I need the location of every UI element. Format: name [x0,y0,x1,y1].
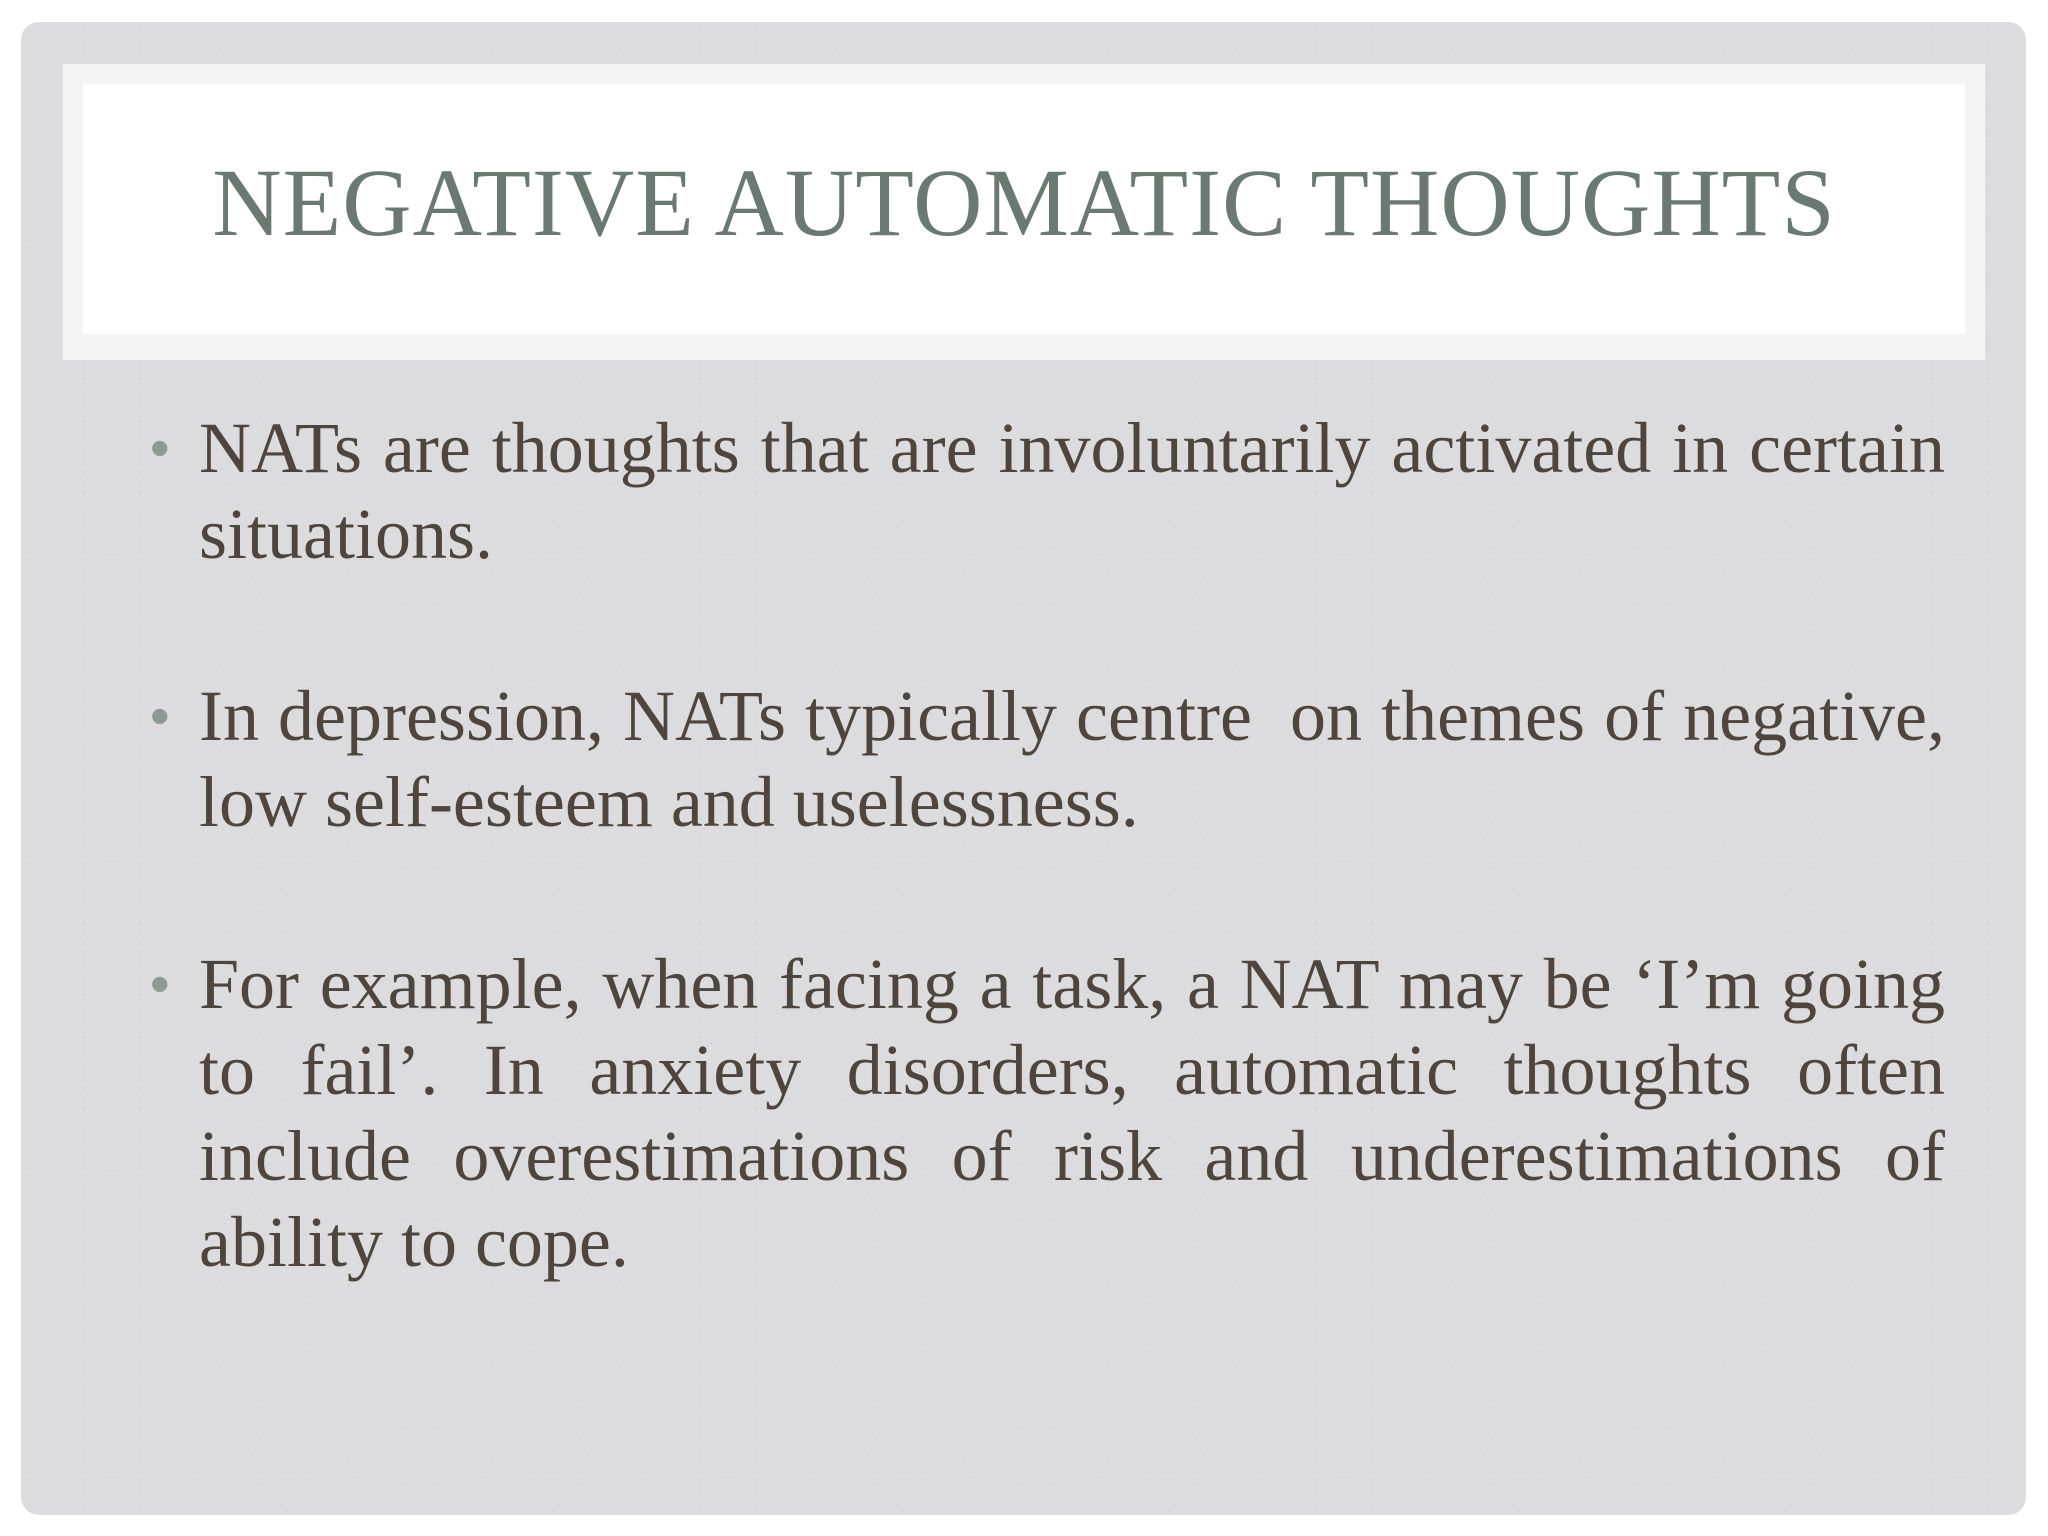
bullet-text: NATs are thoughts that are involuntarily activated in certain situations. [199,408,1963,574]
slide-title: NEGATIVE AUTOMATIC THOUGHTS [212,149,1836,256]
bullet-text: For example, when facing a task, a NAT may be ‘I’m going to fail’. In anxiety disorders, automatic thoughts often include overestimations of risk and underestimations of ability to cope. [199,944,1963,1282]
bullet-marker: • [150,416,170,479]
bullet-list [150,405,1963,1381]
bullet-marker: • [150,684,170,747]
bullet-item [150,405,1963,577]
slide [21,22,2026,1515]
bullet-item [150,673,1963,845]
title-frame [63,64,1985,360]
title-box [83,84,1965,334]
bullet-text: In depression, NATs typically centre on themes of negative, low self-esteem and uselessness. [199,676,1963,842]
bullet-item [150,941,1963,1285]
bullet-marker: • [150,952,170,1015]
